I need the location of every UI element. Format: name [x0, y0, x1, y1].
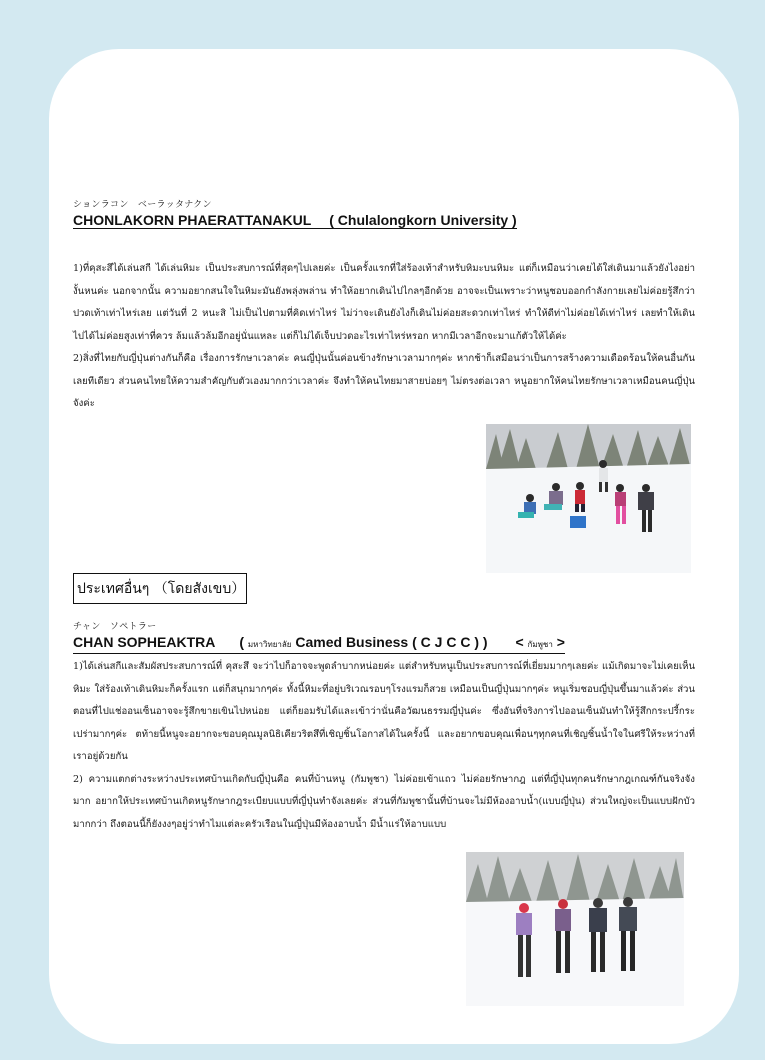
student2-name-line [73, 634, 565, 654]
student1-name-reading: ションラコン ベーラッタナクン [73, 200, 212, 210]
student2-name-reading: チャン ソペトラー [73, 622, 157, 632]
student1-name: CHONLAKORN PHAERATTANAKUL [73, 212, 312, 228]
student1-university: ( Chulalongkorn University ) [329, 212, 517, 228]
student2-essay [73, 656, 695, 836]
student2-header [73, 622, 695, 654]
student1-essay [73, 258, 695, 416]
student2-name: CHAN SOPHEAKTRA [73, 634, 216, 650]
student2-paragraph-1: 1)ได้เล่นสกีและสัมผัสประสบการณ์ที่ คุสะสึ จะว่าไปก็อาจจะพูดลำบากหน่อยค่ะ แต่สำหรับหนูเป็นประสบการณ์ที่เยี่ยมมากๆเลยค่ะ แม้เกิดมาจะไม่เคยเห็นหิมะ ใส่ร้องเท้าเดินหิมะก็ครั้งแรก แต่ก็สนุกมากๆค่ะ ทั้งนี้หิมะที่อยู่บริเวณรอบๆโรงแรมก็สวย เหมือนเป็นญี่ปุ่นมากๆค่ะ หนูเริ่มชอบญี่ปุ่นขึ้นมาแล้วค่ะ ส่วนตอนที่ไปแช่ออนเซ็นอาจจะรู้สึกขายเขินไปหน่อย แต่ก็ยอมรับได้และเข้าว่านั่นคือวัฒนธรรมญี่ปุ่นค่ะ ซึ่งอันที่จริงการไปออนเซ็นมันทำให้รู้สึกกระปรี้กระเปร่ามากๆค่ะ ตท้ายนี้หนูจะอยากจะขอบคุณมูลนิธิเคียวริตสึที่เชิญชิ้นโอกาสได้ในครั้งนี้ และอยากขอบคุณเพื่อนๆทุกคนที่เชิญชิ้นน้ำใจในศรีให้ระหว่างที่เราอยู่ด้วยกัน [73, 661, 695, 762]
student2-university: Camed Business [295, 634, 409, 650]
snowshoe-group-photo-2 [466, 852, 684, 1006]
other-countries-heading: ประเทศอื่นๆ （โดยสังเขบ） [73, 573, 247, 604]
student2-university-thai: มหาวิทยาลัย [247, 640, 292, 649]
student2-country: กัมพูชา [527, 640, 553, 649]
student2-paragraph-2: 2) ความแตกต่างระหว่างประเทศบ้านเกิดกับญี่ปุ่นคือ คนที่บ้านหนู (กัมพูชา) ไม่ค่อยเข้าแถว ไม่ค่อยรักษากฎ แต่ที่ญี่ปุ่นทุกคนรักษากฎเกณฑ์กันจริงจังมาก อยากให้ประเทศบ้านเกิดหนูรักษากฎระเบียบแบบที่ญี่ปุ่นทำจังเลยค่ะ ส่วนที่กัมพูชานั้นที่บ้านจะไม่มีห้องอาบน้ำ(แบบญี่ปุ่น) ส่วนใหญ่จะเป็นแบบฝักบัวมากกว่า ถึงตอนนี้ก็ยังงงๆอยู่ว่าทำไมแต่ละครัวเรือนในญี่ปุ่นมีห้องอาบน้ำ มีน้ำแร่ให้อาบแบบ [73, 773, 695, 830]
student1-name-line [73, 212, 517, 229]
snowshoe-group-photo-1 [486, 424, 691, 573]
student2-country-close: > [556, 634, 565, 650]
student2-university-abbr: ( C J C C ) ) [412, 634, 488, 650]
student2-country-open: < [515, 634, 524, 650]
student1-paragraph-2: 2)สิ่งที่ไทยกับญี่ปุ่นต่างกันก็คือ เรื่องการรักษาเวลาค่ะ คนญี่ปุ่นนั้นค่อนข้างรักษาเวลามากๆค่ะ หากช้าก็เสมือนว่าเป็นการสร้างความเดือดร้อนให้คนอื่นกันเลยทีเดียว ส่วนคนไทยให้ความสำคัญกับตัวเองมากกว่าเวลาค่ะ จึงทำให้คนไทยมาสายบ่อยๆ ไม่ตรงต่อเวลา หนูอยากให้คนไทยรักษาเวลาเหมือนคนญี่ปุ่นจังค่ะ [73, 353, 695, 409]
student1-header [73, 200, 695, 229]
student2-univ-open: ( [239, 634, 245, 650]
student1-paragraph-1: 1)ที่คุสะสึได้เล่นสกี ได้เล่นหิมะ เป็นประสบการณ์ที่สุดๆไปเลยค่ะ เป็นครั้งแรกที่ใส่ร้องเท้าสำหรับหิมะบนหิมะ แต่ก็เหมือนว่าเคยได้ใส่เดินมาแล้วยังไงอย่างั้นหนค่ะ นอกจากนั้น ความอยากสนใจในหิมะมันยังพลุ่งพล่าน ทำให้อยากเดินไปไกลๆอีกด้วย อาจจะเป็นเพราะว่าหนูชอบออกกำลังกายเลยไม่ค่อยรู้สึกว่าปวดเท้าเท่าไหร่เลย แต่วันที่ 2 หนะสิ ไม่เป็นไปตามที่คิดเท่าไหร่ ไม่ว่าจะเดินยังไงก็เดินไม่ค่อยสะดวกเท่าไหร่ ทำให้ดีท่าไม่ค่อยได้เท่าไหร่ เลยทำให้เดินไปได้ไม่ค่อยสูงเท่าที่ควร ล้มแล้วล้มอีกอยู่นั่นแหละ แต่ก็ไม่ได้เจ็บปวดอะไรเท่าไหร่หรอก หากมีเวลาอีกจะมาแก้ตัวให้ได้ค่ะ [73, 263, 695, 342]
